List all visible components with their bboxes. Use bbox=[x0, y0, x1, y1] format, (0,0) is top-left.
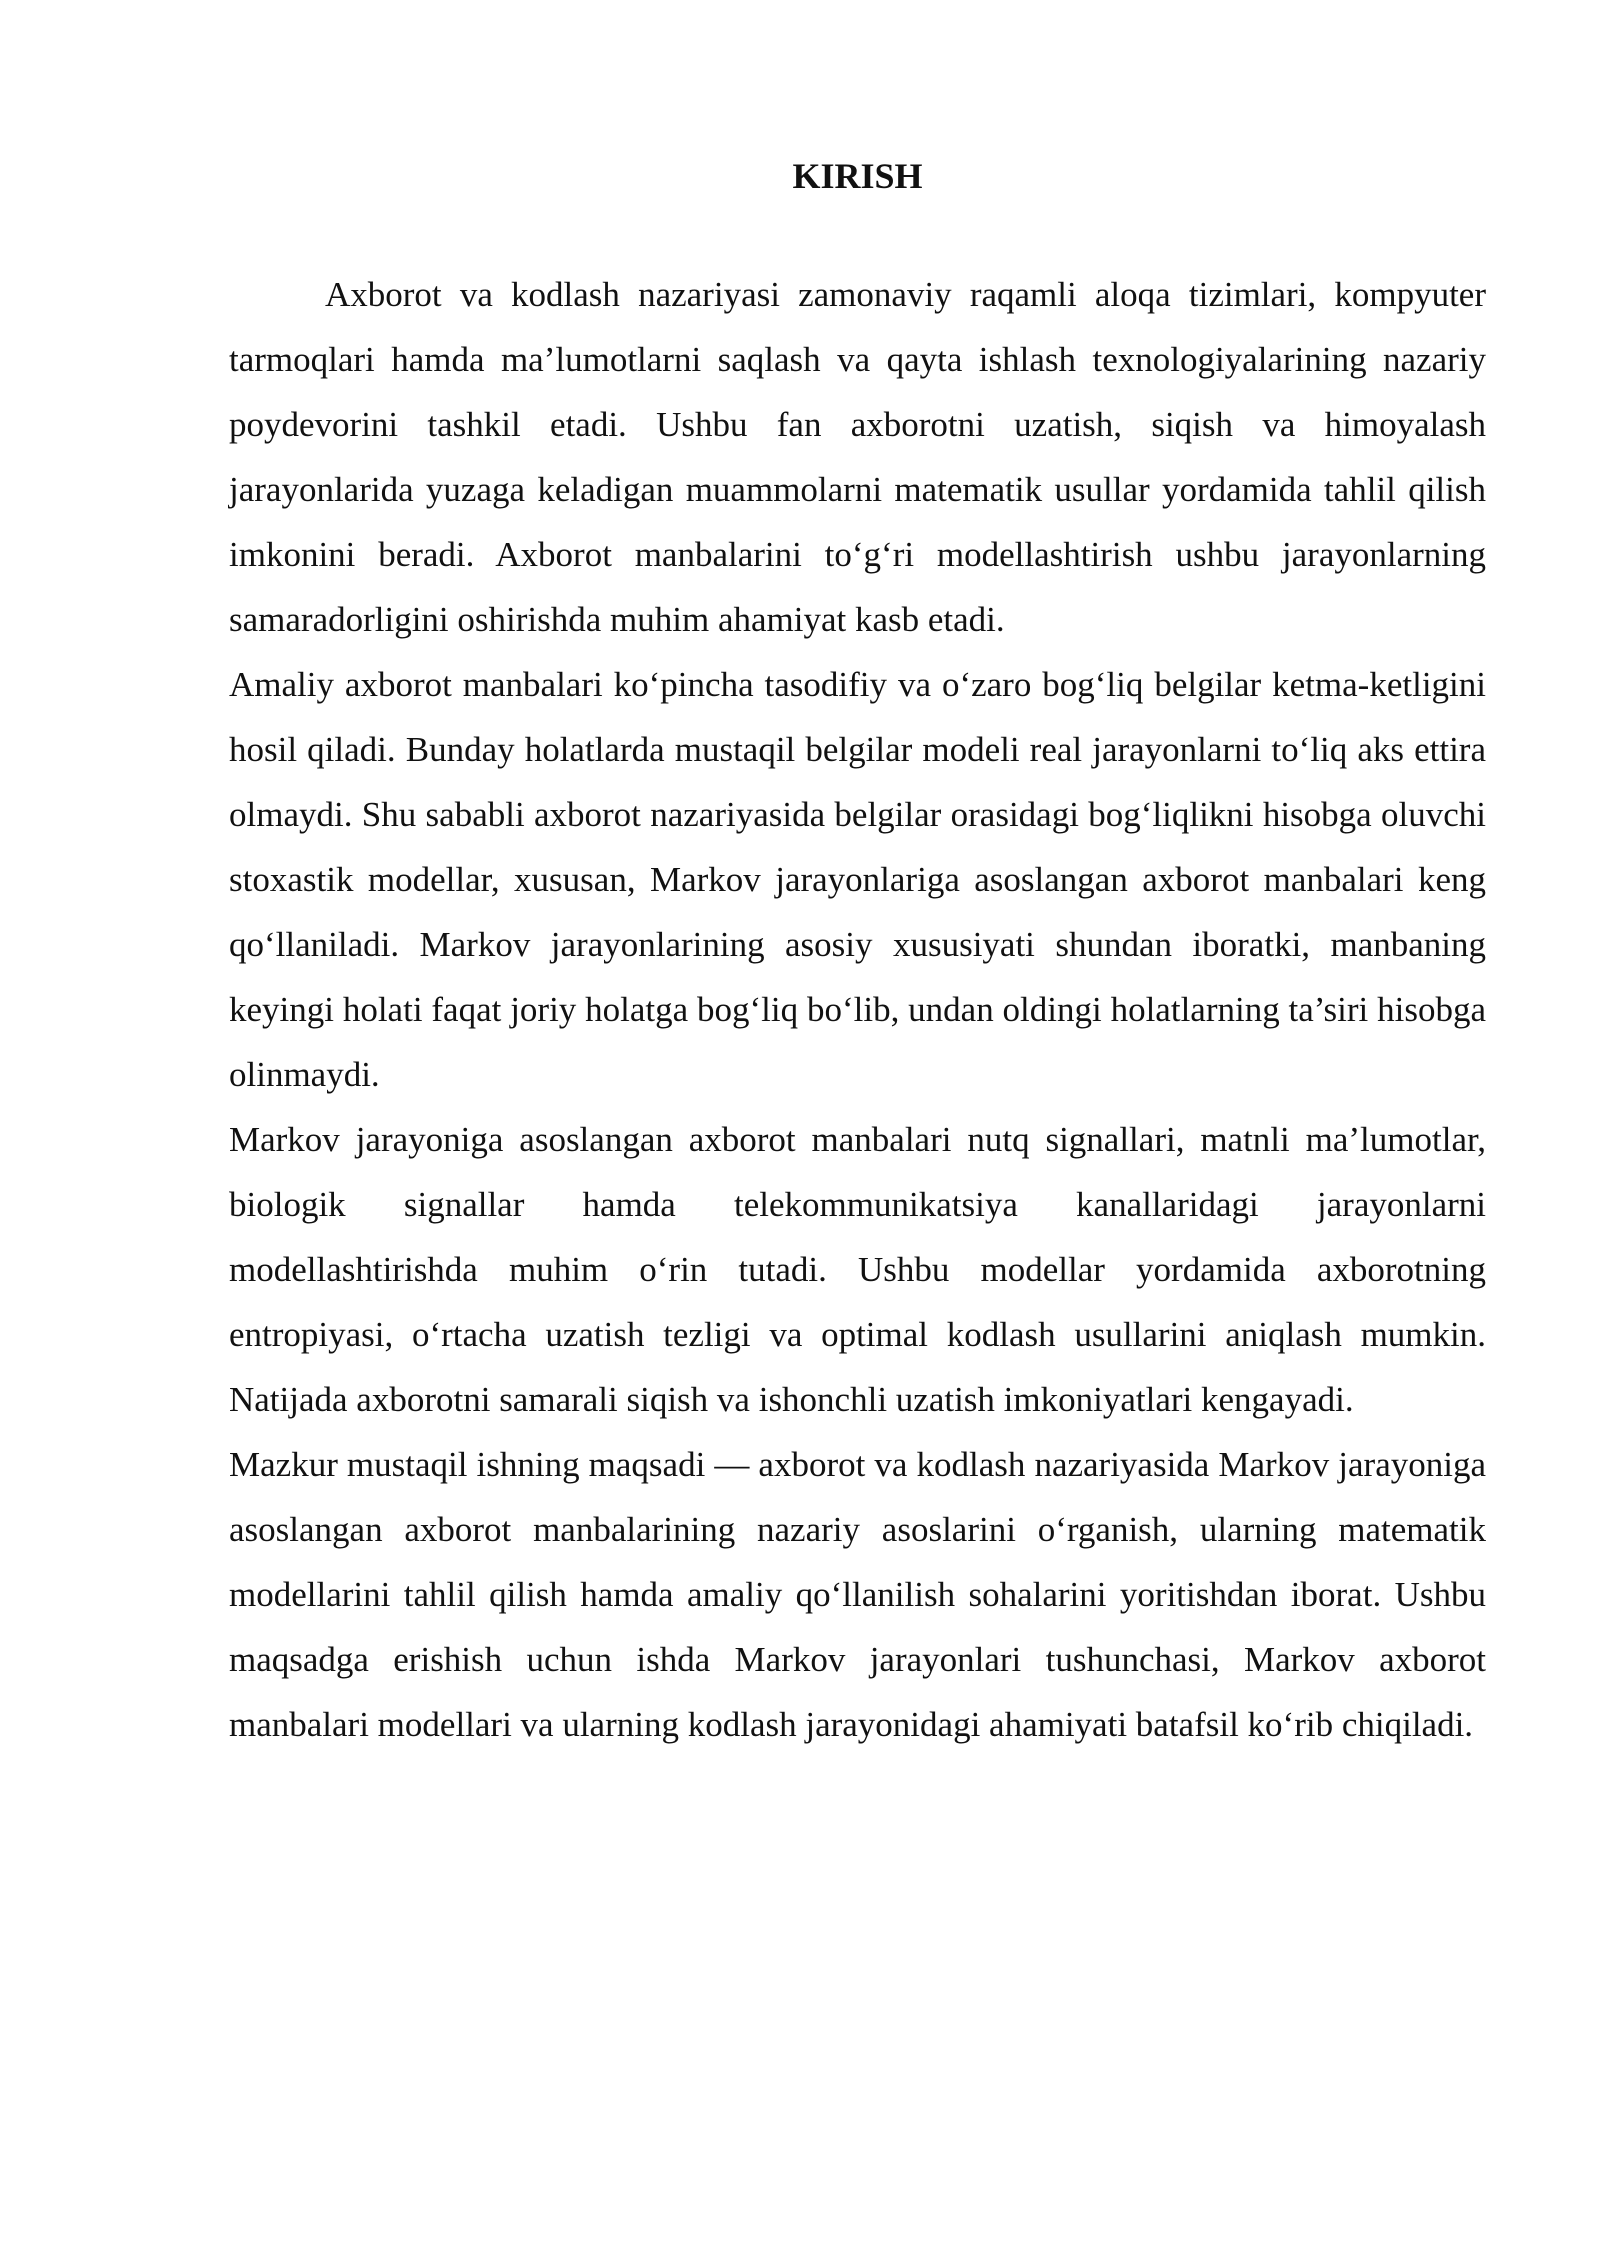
paragraph-goal: Mazkur mustaqil ishning maqsadi — axborot va kodlash nazariyasida Markov jarayoniga asoslangan axborot manbalarining nazariy asoslarini o‘rganish, ularning matematik modellarini tahlil qilish hamda amaliy qo‘llanilish sohalarini yoritishdan iborat. Ushbu maqsadga erishish uchun ishda Markov jarayonlari tushunchasi, Markov axborot manbalari modellari va ularning kodlash jarayonidagi ahamiyati batafsil ko‘rib chiqiladi. bbox=[229, 1445, 1486, 1744]
page-content bbox=[229, 146, 1486, 1757]
paragraph-intro: Axborot va kodlash nazariyasi zamonaviy raqamli aloqa tizimlari, kompyuter tarmoqlari hamda ma’lumotlarni saqlash va qayta ishlash texnologiyalarining nazariy poydevorini tashkil etadi. Ushbu fan axborotni uzatish, siqish va himoyalash jarayonlarida yuzaga keladigan muammolarni matematik usullar yordamida tahlil qilish imkonini beradi. Axborot manbalarini to‘g‘ri modellashtirish ushbu jarayonlarning samaradorligini oshirishda muhim ahamiyat kasb etadi. bbox=[229, 275, 1486, 639]
paragraph-markov-sources: Amaliy axborot manbalari ko‘pincha tasodifiy va o‘zaro bog‘liq belgilar ketma-ketligini hosil qiladi. Bunday holatlarda mustaqil belgilar modeli real jarayonlarni to‘liq aks ettira olmaydi. Shu sababli axborot nazariyasida belgilar orasidagi bog‘liqlikni hisobga oluvchi stoxastik modellar, xususan, Markov jarayonlariga asoslangan axborot manbalari keng qo‘llaniladi. Markov jarayonlarining asosiy xususiyati shundan iboratki, manbaning keyingi holati faqat joriy holatga bog‘liq bo‘lib, undan oldingi holatlarning ta’siri hisobga olinmaydi. bbox=[229, 665, 1486, 1094]
paragraph-applications: Markov jarayoniga asoslangan axborot manbalari nutq signallari, matnli ma’lumotlar, biologik signallar hamda telekommunikatsiya kanallaridagi jarayonlarni modellashtirishda muhim o‘rin tutadi. Ushbu modellar yordamida axborotning entropiyasi, o‘rtacha uzatish tezligi va optimal kodlash usullarini aniqlash mumkin. Natijada axborotni samarali siqish va ishonchli uzatish imkoniyatlari kengayadi. bbox=[229, 1120, 1486, 1419]
page-title: KIRISH bbox=[792, 156, 923, 196]
